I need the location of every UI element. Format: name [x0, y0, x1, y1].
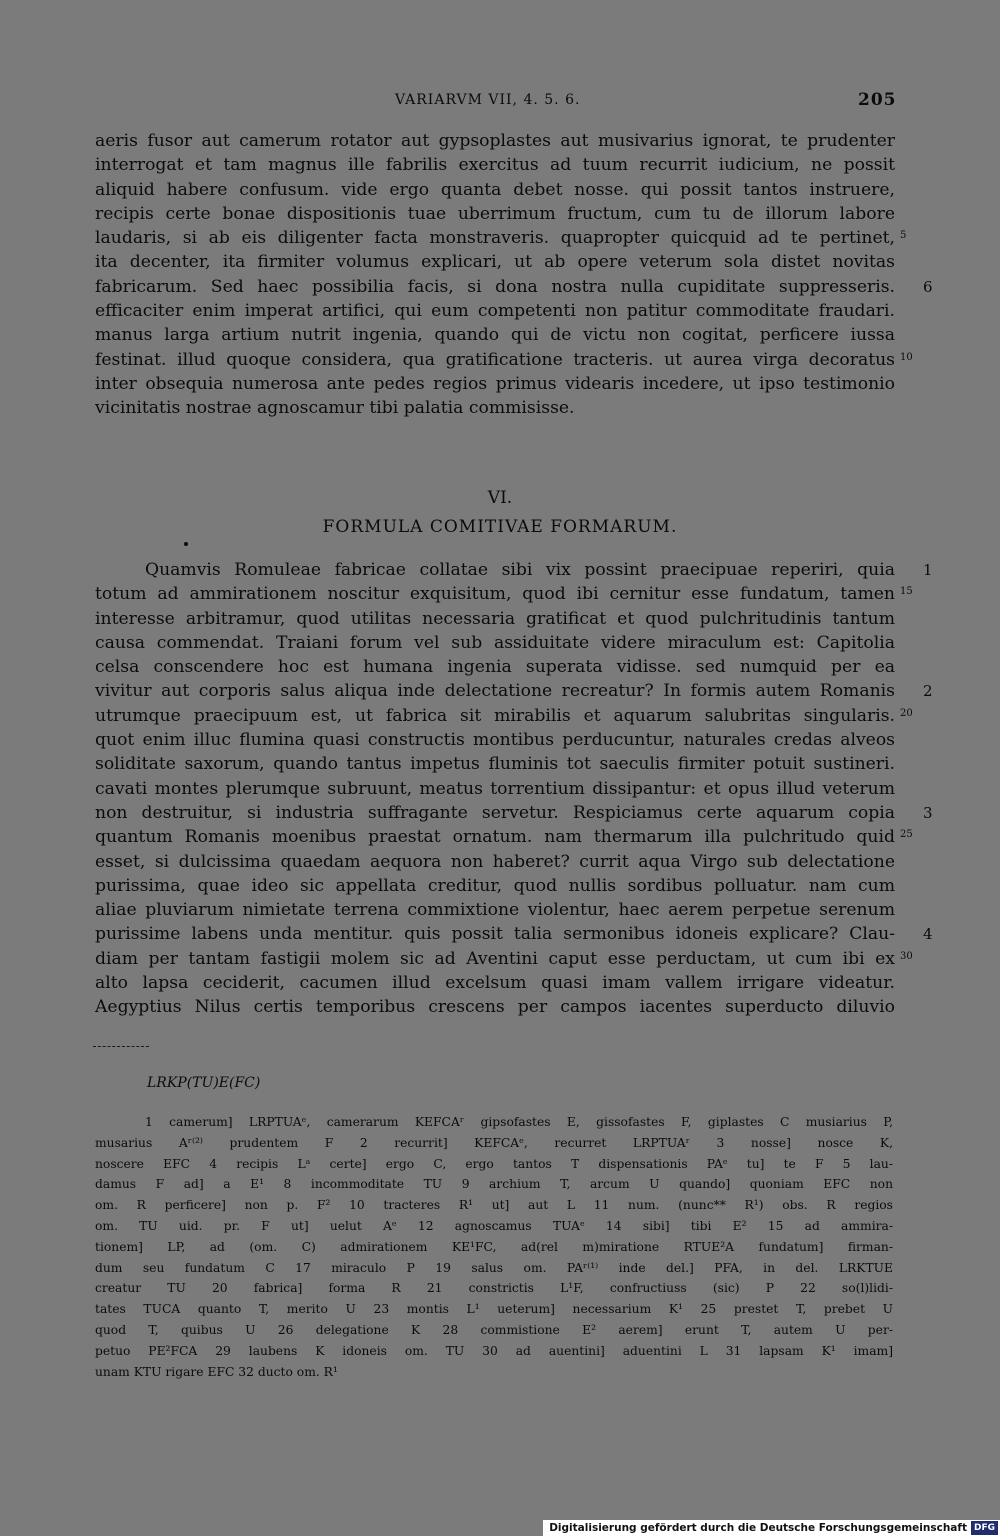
page-number: 205	[858, 90, 897, 110]
manuscript-sigla: LRKP(TU)E(FC)	[147, 1075, 261, 1091]
apparatus-line: dum seu fundatum C 17 miraculo P 19 salus om. PAʳ⁽¹⁾ inde del.] PFA, in del. LRKTUE	[95, 1260, 893, 1275]
text-line	[95, 631, 895, 655]
line-number: 25	[900, 829, 913, 841]
line-text: utrumque praecipuum est, ut fabrica sit mirabilis et aquarum salubritas singularis.	[95, 705, 895, 726]
line-text: manus larga artium nutrit ingenia, quando qui de victu non cogitat, perficere iussa	[95, 325, 895, 346]
text-line	[95, 850, 895, 874]
line-text: fabricarum. Sed haec possibilia facis, si dona nostra nulla cupiditate suppresseris.	[95, 276, 895, 297]
line-number: 15	[900, 586, 913, 598]
line-text: festinat. illud quoque considera, qua gratificatione tracteris. ut aurea virga decoratus	[95, 349, 895, 370]
critical-apparatus	[95, 1112, 893, 1382]
text-line	[95, 679, 933, 703]
dfg-logo: DFG	[971, 1521, 998, 1535]
text-line	[95, 202, 895, 226]
line-text: Quamvis Romuleae fabricae collatae sibi vix possint praecipuae reperiri, quia	[145, 560, 895, 580]
lower-text-block	[95, 558, 933, 1020]
apparatus-line: tionem] LP, ad (om. C) admirationem KE¹FC, ad(rel m)miratione RTUE²A fundatum] firman-	[95, 1239, 893, 1254]
line-text: Aegyptius Nilus certis temporibus crescens per campos iacentes superducto diluvio	[95, 997, 895, 1018]
line-text: quantum Romanis moenibus praestat ornatum. nam thermarum illa pulchritudo quid	[95, 827, 895, 848]
apparatus-line: creatur TU 20 fabrica] forma R 21 constrictis L¹F, confructiuss (sic) P 22 so(l)lidi-	[95, 1281, 893, 1296]
text-line	[95, 582, 913, 606]
text-line	[95, 607, 895, 631]
text-line	[95, 299, 895, 323]
apparatus-line: om. TU uid. pr. F ut] uelut Aᵉ 12 agnoscamus TUAᵉ 14 sibi] tibi E² 15 ad ammira-	[95, 1218, 893, 1233]
line-text: quot enim illuc flumina quasi constructis montibus perducuntur, naturales credas alveos	[95, 730, 895, 751]
line-number: 20	[900, 707, 913, 719]
line-text: causa commendat. Traiani forum vel sub assiduitate videre miraculum est: Capitolia	[95, 632, 895, 653]
section-paragraph-number: 4	[923, 925, 933, 944]
text-line	[95, 655, 895, 679]
line-text: interrogat et tam magnus ille fabrilis exercitus ad tuum recurrit iudicium, ne possit	[95, 155, 895, 176]
text-line	[95, 874, 895, 898]
line-text: aliquid habere confusum. vide ergo quanta debet nosse. qui possit tantos instruere,	[95, 179, 895, 200]
footnote-rule	[93, 1046, 149, 1047]
apparatus-line: damus F ad] a E¹ 8 incommoditate TU 9 archium T, arcum U quando] quoniam EFC non	[95, 1177, 893, 1192]
line-text: celsa conscendere hoc est humana ingenia superata vidisse. sed numquid per ea	[95, 657, 895, 678]
text-line	[95, 825, 913, 849]
text-line	[95, 898, 895, 922]
line-text: inter obsequia numerosa ante pedes regios primus videaris incedere, ut ipso testimonio	[95, 373, 895, 394]
text-line	[95, 153, 895, 177]
line-text: totum ad ammirationem noscitur exquisitum, quod ibi cernitur esse fundatum, tamen	[95, 584, 895, 605]
section-title: FORMULA COMITIVAE FORMARUM.	[322, 517, 678, 537]
apparatus-line: musarius Aʳ⁽²⁾ prudentem F 2 recurrit] KEFCAᵉ, recurret LRPTUAʳ 3 nosse] nosce K,	[95, 1135, 893, 1150]
section-paragraph-number: 3	[923, 803, 933, 822]
text-line	[95, 250, 895, 274]
line-text: cavati montes plerumque subruunt, meatus torrentium dissipantur: et opus illud veterum	[95, 778, 895, 799]
section-paragraph-number: 2	[923, 682, 933, 701]
line-text: alto lapsa ceciderit, cacumen illud excelsum quasi imam vallem irrigare videatur.	[95, 973, 895, 994]
line-number: 5	[900, 230, 907, 242]
text-line	[95, 752, 895, 776]
line-text: esset, si dulcissima quaedam aequora non haberet? currit aqua Virgo sub delectatione	[95, 851, 895, 872]
line-text: laudaris, si ab eis diligenter facta monstraveris. quapropter quicquid ad te pertinet,	[95, 228, 895, 249]
digitization-credit-bar	[543, 1520, 1000, 1536]
line-text: soliditate saxorum, quando tantus impetus fluminis tot saeculis firmiter potuit sustineri.	[95, 754, 895, 775]
section-paragraph-number: 6	[923, 277, 933, 296]
text-line	[95, 728, 895, 752]
line-text: interesse arbitramur, quod utilitas necessaria gratificat et quod pulchritudinis tantum	[95, 608, 895, 629]
upper-text-block	[95, 129, 933, 421]
line-text: vivitur aut corporis salus aliqua inde delectatione recreatur? In formis autem Romanis	[95, 681, 895, 702]
running-title: VARIARVM VII, 4. 5. 6.	[395, 92, 581, 108]
apparatus-line: om. R perficere] non p. F² 10 tracteres R¹ ut] aut L 11 num. (nunc** R¹) obs. R regios	[95, 1198, 893, 1213]
text-line	[95, 129, 895, 153]
apparatus-line: quod T, quibus U 26 delegatione K 28 commistione E² aerem] erunt T, autem U per-	[95, 1322, 893, 1337]
line-text: recipis certe bonae dispositionis tuae uberrimum fructum, cum tu de illorum labore	[95, 203, 895, 224]
apparatus-line: 1 camerum] LRPTUAᵉ, camerarum KEFCAʳ gipsofastes E, gissofastes F, giplastes C musiarius P,	[145, 1115, 893, 1129]
text-line	[95, 348, 913, 372]
line-text: aeris fusor aut camerum rotator aut gypsoplastes aut musivarius ignorat, te prudenter	[95, 131, 895, 151]
text-line	[95, 275, 933, 299]
apparatus-line: tates TUCA quanto T, merito U 23 montis L¹ ueterum] necessarium K¹ 25 prestet T, prebet U	[95, 1302, 893, 1317]
text-line	[95, 922, 933, 946]
text-line	[95, 178, 895, 202]
line-text: diam per tantam fastigii molem sic ad Aventini caput esse perductam, ut cum ibi ex	[95, 948, 895, 969]
section-paragraph-number: 1	[923, 561, 933, 579]
stray-dot-mark	[184, 542, 188, 546]
section-number: VI.	[487, 488, 513, 508]
text-line	[95, 704, 913, 728]
text-line	[95, 372, 895, 396]
text-line	[95, 947, 913, 971]
text-line	[95, 971, 895, 995]
text-line	[95, 995, 895, 1019]
line-text: efficaciter enim imperat artifici, qui eum competenti non patitur commoditate fraudari.	[95, 301, 895, 322]
text-line	[95, 558, 933, 582]
text-line	[95, 226, 907, 250]
text-line	[95, 323, 895, 347]
apparatus-line: noscere EFC 4 recipis Lᵃ certe] ergo C, ergo tantos T dispensationis PAᵉ tu] te F 5 lau-	[95, 1156, 893, 1171]
text-line	[95, 801, 933, 825]
text-line	[95, 777, 895, 801]
line-text: purissime labens unda mentitur. quis possit talia sermonibus idoneis explicare? Clau-	[95, 924, 895, 945]
line-text: ita decenter, ita firmiter volumus explicari, ut ab opere veterum sola distet novitas	[95, 252, 895, 273]
text-line	[95, 396, 895, 420]
apparatus-line: unam KTU rigare EFC 32 ducto om. R¹	[95, 1364, 338, 1379]
line-number: 10	[900, 351, 913, 363]
line-text: non destruitur, si industria suffragante servetur. Respiciamus certe aquarum copia	[95, 802, 895, 823]
digitization-credit: Digitalisierung gefördert durch die Deutsche Forschungsgemeinschaft	[549, 1522, 967, 1534]
line-text: vicinitatis nostrae agnoscamur tibi palatia commisisse.	[95, 398, 575, 419]
apparatus-line: petuo PE²FCA 29 laubens K idoneis om. TU 30 ad auentini] aduentini L 31 lapsam K¹ imam]	[95, 1343, 893, 1358]
line-number: 30	[900, 950, 913, 962]
line-text: aliae pluviarum nimietate terrena commixtione violentur, haec aerem perpetue serenum	[95, 900, 895, 921]
line-text: purissima, quae ideo sic appellata creditur, quod nullis sordibus polluatur. nam cum	[95, 875, 895, 896]
